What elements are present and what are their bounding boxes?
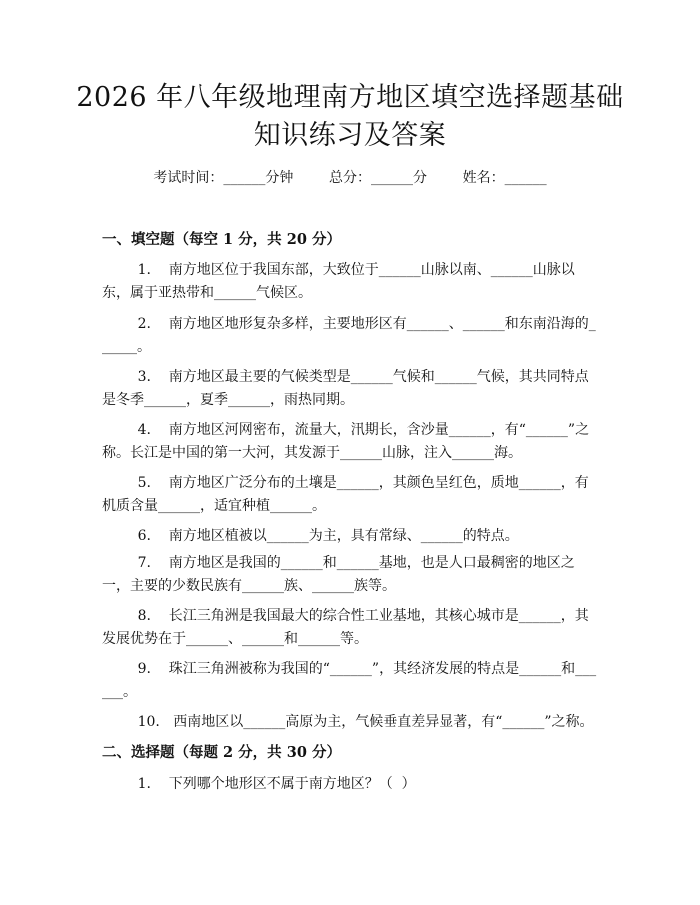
fill-question-2: 2. 南方地区地形复杂多样，主要地形区有______、______和东南沿海的______。 bbox=[102, 316, 596, 355]
fill-question-7: 7. 南方地区是我国的______和______基地，也是人口最稠密的地区之一，主要的少数民族有______族、______族等。 bbox=[102, 555, 575, 594]
fill-question-3: 3. 南方地区最主要的气候类型是______气候和______气候，其共同特点是冬季______，夏季______，雨热同期。 bbox=[102, 369, 589, 408]
exam-info bbox=[0, 168, 700, 188]
fill-question-6: 6. 南方地区植被以______为主，具有常绿、______的特点。 bbox=[102, 528, 519, 544]
document-title-line-1: 2026 年八年级地理南方地区填空选择题基础 bbox=[76, 82, 624, 113]
exam-time: 考试时间：______分钟 bbox=[153, 170, 294, 186]
fill-question-5: 5. 南方地区广泛分布的土壤是______，其颜色呈红色，质地______，有机质含量______，适宜种植______。 bbox=[102, 475, 589, 514]
fill-question-8: 8. 长江三角洲是我国最大的综合性工业基地，其核心城市是______，其发展优势在于______、______和______等。 bbox=[102, 608, 589, 647]
fill-question-10: 10. 西南地区以______高原为主，气候垂直差异显著，有“______”之称。 bbox=[102, 714, 594, 730]
choice-question-1: 1. 下列哪个地形区不属于南方地区？（ ） bbox=[102, 776, 416, 792]
fill-question-1: 1. 南方地区位于我国东部，大致位于______山脉以南、______山脉以东，属于亚热带和______气候区。 bbox=[102, 262, 575, 301]
section-heading-fill-in: 一、填空题（每空 1 分，共 20 分） bbox=[102, 231, 341, 248]
exam-total-score: 总分：______分 bbox=[329, 170, 427, 186]
fill-question-4: 4. 南方地区河网密布，流量大，汛期长，含沙量______，有“______”之称。长江是中国的第一大河，其发源于______山脉，注入______海。 bbox=[102, 422, 590, 461]
exam-name: 姓名：______ bbox=[462, 170, 547, 186]
fill-question-9: 9. 珠江三角洲被称为我国的“______”，其经济发展的特点是______和______。 bbox=[102, 661, 597, 700]
section-heading-multiple-choice: 二、选择题（每题 2 分，共 30 分） bbox=[102, 744, 341, 761]
document-title-line-2: 知识练习及答案 bbox=[253, 120, 447, 151]
